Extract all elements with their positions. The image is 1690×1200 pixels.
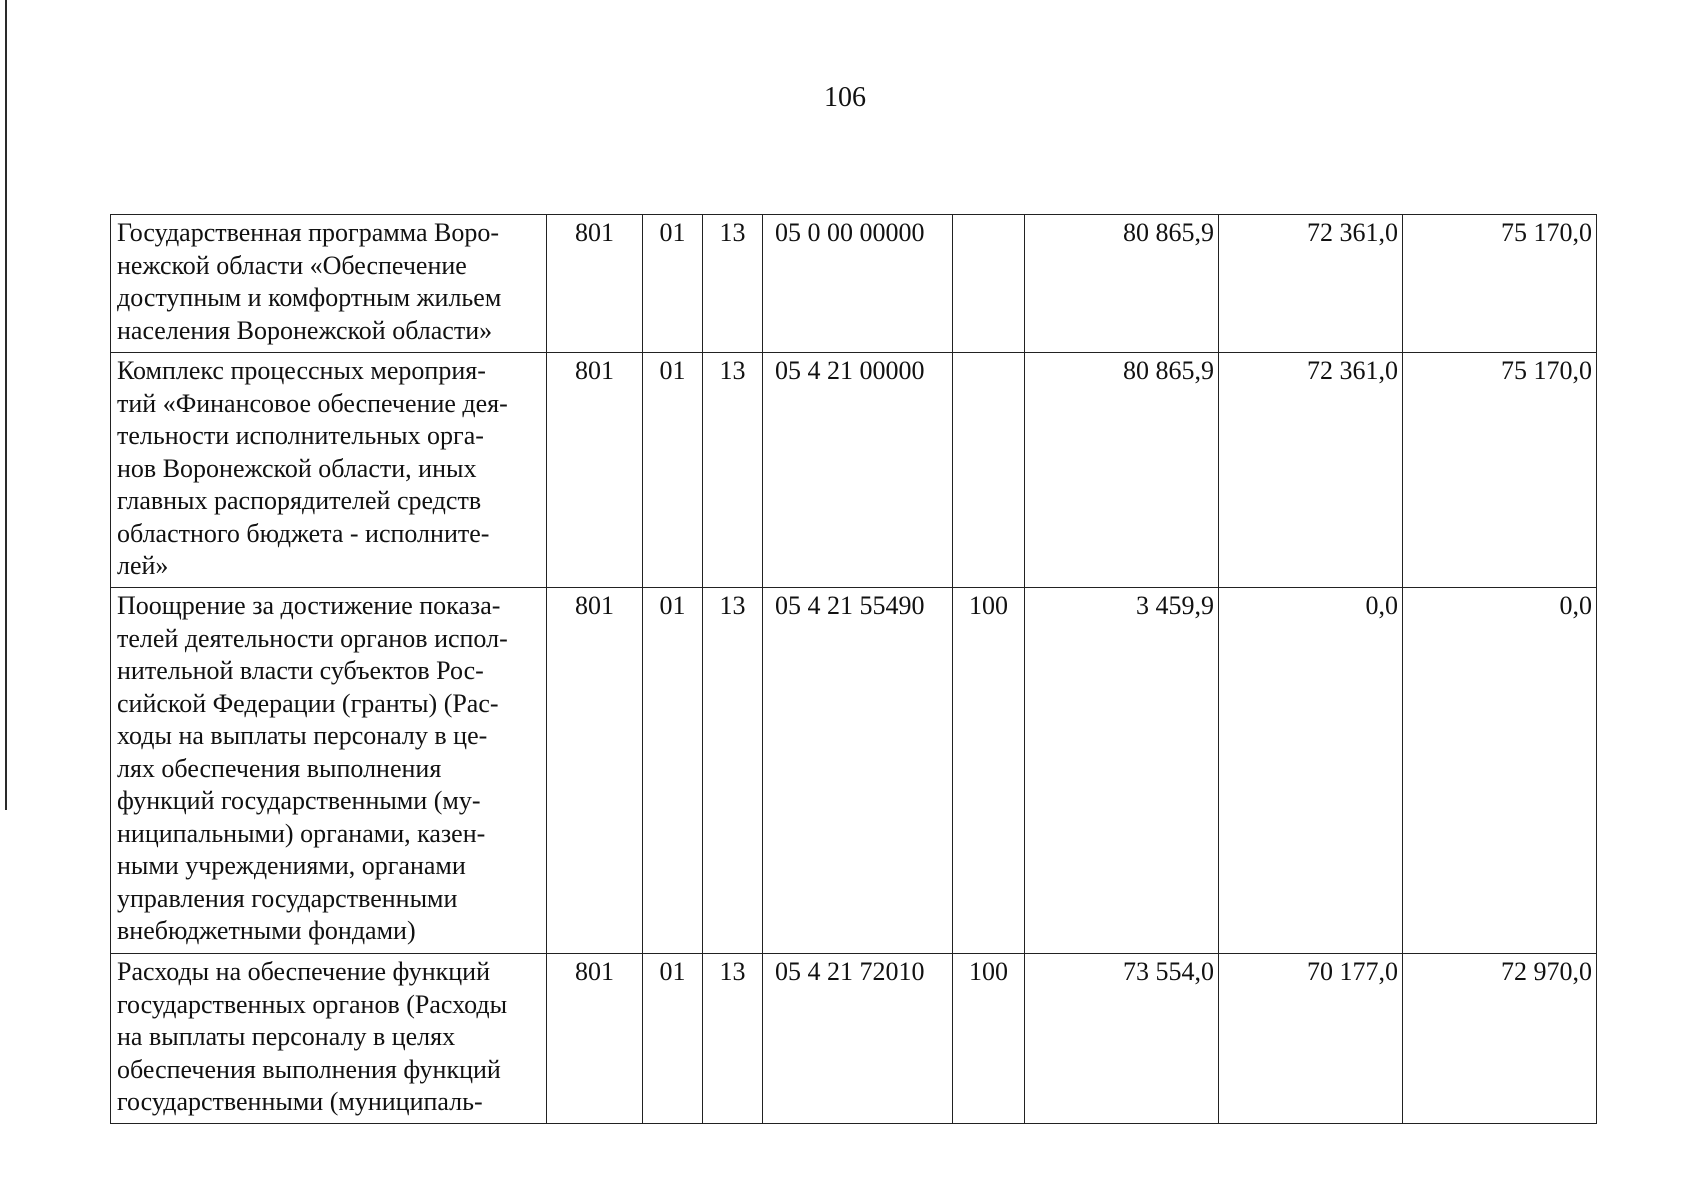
budget-table <box>110 214 1597 1124</box>
name-line: лей» <box>117 551 169 580</box>
rz-cell: 01 <box>643 588 703 954</box>
name-line: нительной власти субъектов Рос- <box>117 656 484 685</box>
name-line: доступным и комфортным жильем <box>117 283 502 312</box>
pr-cell: 13 <box>703 588 763 954</box>
rz-cell: 01 <box>643 954 703 1124</box>
name-line: обеспечения выполнения функций <box>117 1054 501 1084</box>
name-line: Государственная программа Воро- <box>117 218 500 247</box>
name-line: лях обеспечения выполнения <box>117 753 442 783</box>
name-line: ными учреждениями, органами <box>117 851 466 880</box>
sum-year2-cell: 70 177,0 <box>1219 954 1403 1124</box>
name-line: населения Воронежской области» <box>117 315 493 345</box>
row-name-cell <box>111 215 547 353</box>
name-line: нежской области «Обеспечение <box>117 250 467 280</box>
name-line: ходы на выплаты персоналу в це- <box>117 721 488 750</box>
name-line: управления государственными <box>117 883 458 913</box>
name-line: тельности исполнительных орга- <box>117 421 484 450</box>
name-line: государственными (муниципаль- <box>117 1087 483 1116</box>
sum-year1-cell: 80 865,9 <box>1025 353 1219 588</box>
sum-year3-cell: 75 170,0 <box>1403 215 1597 353</box>
pr-cell: 13 <box>703 215 763 353</box>
name-line: ниципальными) органами, казен- <box>117 818 486 848</box>
vr-cell: 100 <box>953 588 1025 954</box>
name-line: главных распорядителей средств <box>117 486 482 515</box>
grbs-cell: 801 <box>547 353 643 588</box>
name-line: сийской Федерации (гранты) (Рас- <box>117 688 499 718</box>
sum-year2-cell: 72 361,0 <box>1219 353 1403 588</box>
csr-cell: 05 4 21 55490 <box>763 588 953 954</box>
rz-cell: 01 <box>643 353 703 588</box>
sum-year3-cell: 0,0 <box>1403 588 1597 954</box>
name-line: телей деятельности органов испол- <box>117 623 508 653</box>
sum-year2-cell: 72 361,0 <box>1219 215 1403 353</box>
page-number: 106 <box>824 82 866 113</box>
row-name-cell <box>111 353 547 588</box>
name-line: Поощрение за достижение показа- <box>117 591 501 620</box>
name-line: Комплекс процессных мероприя- <box>117 356 486 385</box>
sum-year1-cell: 3 459,9 <box>1025 588 1219 954</box>
pr-cell: 13 <box>703 954 763 1124</box>
sum-year1-cell: 73 554,0 <box>1025 954 1219 1124</box>
name-line: областного бюджета - исполните- <box>117 518 490 548</box>
csr-cell: 05 0 00 00000 <box>763 215 953 353</box>
table-row <box>111 954 1597 1124</box>
table-row <box>111 353 1597 588</box>
name-line: государственных органов (Расходы <box>117 989 508 1019</box>
pr-cell: 13 <box>703 353 763 588</box>
csr-cell: 05 4 21 72010 <box>763 954 953 1124</box>
sum-year2-cell: 0,0 <box>1219 588 1403 954</box>
sum-year3-cell: 72 970,0 <box>1403 954 1597 1124</box>
vr-cell <box>953 353 1025 588</box>
name-line: на выплаты персоналу в целях <box>117 1022 456 1051</box>
row-name-cell <box>111 588 547 954</box>
name-line: внебюджетными фондами) <box>117 916 416 945</box>
scan-edge-line <box>5 0 7 810</box>
name-line: функций государственными (му- <box>117 786 481 815</box>
grbs-cell: 801 <box>547 215 643 353</box>
vr-cell <box>953 215 1025 353</box>
name-line: Расходы на обеспечение функций <box>117 957 491 986</box>
vr-cell: 100 <box>953 954 1025 1124</box>
row-name-cell <box>111 954 547 1124</box>
table-row <box>111 215 1597 353</box>
grbs-cell: 801 <box>547 588 643 954</box>
sum-year3-cell: 75 170,0 <box>1403 353 1597 588</box>
rz-cell: 01 <box>643 215 703 353</box>
grbs-cell: 801 <box>547 954 643 1124</box>
table-row <box>111 588 1597 954</box>
csr-cell: 05 4 21 00000 <box>763 353 953 588</box>
name-line: тий «Финансовое обеспечение дея- <box>117 388 508 418</box>
name-line: нов Воронежской области, иных <box>117 453 477 483</box>
sum-year1-cell: 80 865,9 <box>1025 215 1219 353</box>
